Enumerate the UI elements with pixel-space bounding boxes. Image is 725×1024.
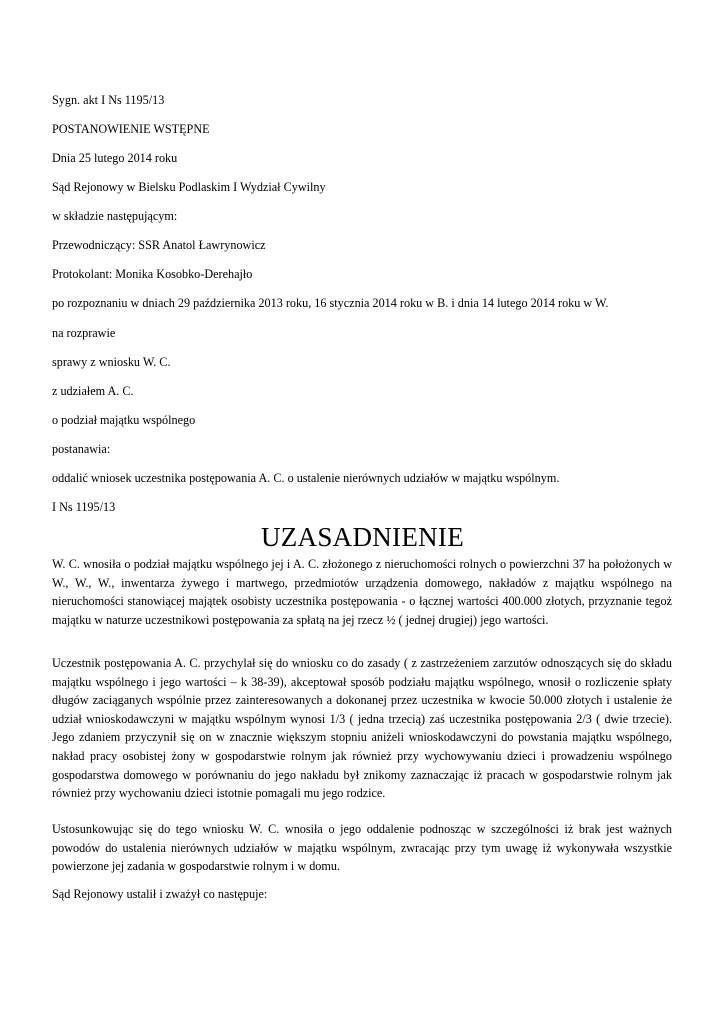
composition-label: w składzie następującym: [52, 209, 178, 223]
hearing-label: na rozprawie [52, 326, 116, 340]
decides-label: postanawia: [52, 442, 111, 456]
document-title: POSTANOWIENIE WSTĘPNE [52, 122, 210, 136]
ruling-text: oddalić wniosek uczestnika postępowania A. C. o ustalenie nierównych udziałów w majątku wspólnym. [52, 471, 560, 485]
justification-paragraph-3: Ustosunkowując się do tego wniosku W. C. wnosiła o jego oddalenie podnosząc w szczególności iż brak jest ważnych powodów do ustalenia nierównych udziałów w majątku wspólnym, zwracając przy tym uwagę iż wykonywała wszystkie powierzone jej zadania w gospodarstwie rolnym i w domu. [52, 822, 672, 874]
justification-heading: UZASADNIENIE [260, 522, 465, 552]
justification-paragraph-1: W. C. wnosiła o podział majątku wspólnego jej i A. C. złożonego z nieruchomości rolnych o powierzchni 37 ha położonych w W., W., W., inwentarza żywego i martwego, przedmiotów urządzenia domowego, nakładów z majątku wspólnego na nieruchomości stanowiącej majątek osobisty uczestnika postępowania - o łącznej wartości 400.000 złotych, przyznanie tegoż majątku w naturze uczestnikowi postępowania za spłatą na jej rzecz ½ ( jednej drugiej) jego wartości. [52, 557, 672, 627]
recorder: Protokolant: Monika Kosobko-Derehajło [52, 267, 253, 281]
decision-date: Dnia 25 lutego 2014 roku [52, 151, 178, 165]
hearing-dates: po rozpoznaniu w dniach 29 października 2013 roku, 16 stycznia 2014 roku w B. i dnia 14 lutego 2014 roku w W. [52, 296, 609, 310]
case-applicant: sprawy z wniosku W. C. [52, 355, 171, 369]
case-participant: z udziałem A. C. [52, 384, 134, 398]
justification-paragraph-2: Uczestnik postępowania A. C. przychylał się do wniosku co do zasady ( z zastrzeżeniem zarzutów odnoszących się do składu majątku wspólnego i jego wartości – k 38-39), akceptował sposób podziału majątku wspólnego, wnosił o rozliczenie spłaty długów zaciąganych wspólnie przez zainteresowanych a dokonanej przez uczestnika w kwocie 50.000 złotych i ustalenie że udział wnioskodawczyni w majątku wspólnym wynosi 1/3 ( jedna trzecią) zaś uczestnika postępowania 2/3 ( dwie trzecie). Jego zdaniem przyczynił się on w znacznie większym stopniu aniżeli wnioskodawczyni do powstania majątku wspólnego, nakład pracy osobistej żony w gospodarstwie rolnym jak również przy wychowywaniu dzieci i prowadzeniu wspólnego gospodarstwa domowego w porównaniu do jego nakładu był znikomy zaznaczając iż pracach w gospodarstwie rolnym jak również przy wychowaniu dzieci istotnie pomagali mu jego rodzice. [52, 656, 672, 801]
case-reference: I Ns 1195/13 [52, 500, 116, 514]
case-subject: o podział majątku wspólnego [52, 413, 196, 427]
justification-paragraph-4: Sąd Rejonowy ustalił i zważył co następuje: [52, 887, 268, 901]
case-signature: Sygn. akt I Ns 1195/13 [52, 93, 165, 107]
chair-judge: Przewodniczący: SSR Anatol Ławrynowicz [52, 238, 266, 252]
court-name: Sąd Rejonowy w Bielsku Podlaskim I Wydział Cywilny [52, 180, 326, 194]
